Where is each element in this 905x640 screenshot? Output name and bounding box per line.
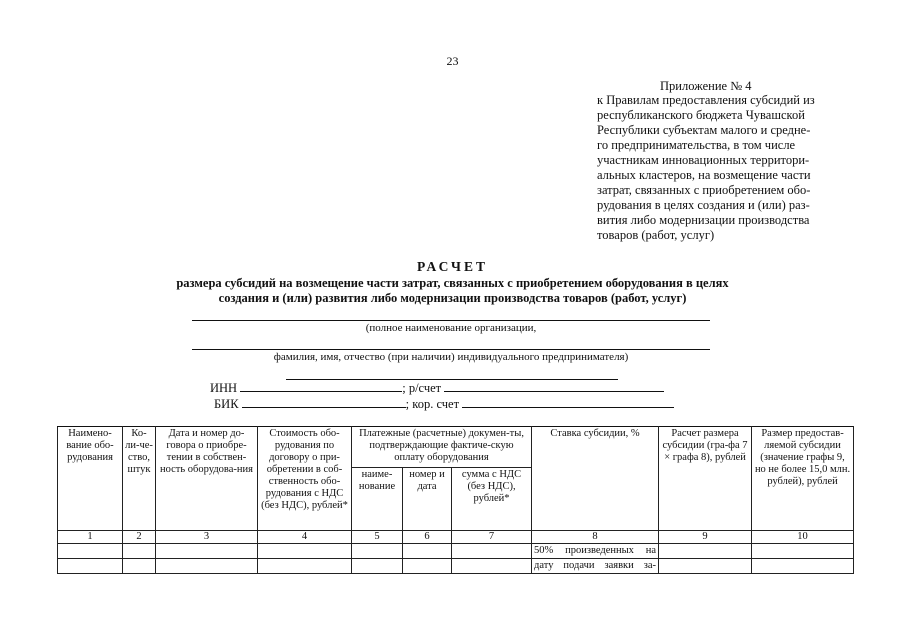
appendix-line: участникам инновационных территори- xyxy=(597,153,810,167)
appendix-line: товаров (работ, услуг) xyxy=(597,228,715,242)
appendix-line: го предпринимательства, в том числе xyxy=(597,138,796,152)
table-cell[interactable] xyxy=(403,559,452,574)
table-cell[interactable] xyxy=(452,544,532,559)
inn-row xyxy=(210,381,664,396)
col-num: 10 xyxy=(752,531,854,544)
bik-row xyxy=(214,397,674,412)
appendix-line: вития либо модернизации производства xyxy=(597,213,810,227)
appendix-line: затрат, связанных с приобретением обо- xyxy=(597,183,811,197)
table-cell[interactable] xyxy=(258,559,352,574)
inn-field[interactable] xyxy=(240,381,402,392)
col-num: 3 xyxy=(156,531,258,544)
header-doc-name: наиме-нование xyxy=(352,468,403,531)
col-num: 9 xyxy=(659,531,752,544)
table-cell[interactable] xyxy=(452,559,532,574)
org-name-caption: (полное наименование организации, xyxy=(365,322,537,334)
subsidy-table xyxy=(57,426,854,574)
header-subsidy-amount: Размер предостав-ляемой субсидии (значение графы 9, но не более 15,0 млн. рублей), рублей xyxy=(752,427,854,531)
table-cell[interactable] xyxy=(58,559,123,574)
table-row xyxy=(58,559,854,574)
col-num: 6 xyxy=(403,531,452,544)
bik-field[interactable] xyxy=(242,397,406,408)
ks-label: ; кор. счет xyxy=(405,397,460,411)
table-cell[interactable] xyxy=(403,544,452,559)
fio-caption: фамилия, имя, отчество (при наличии) индивидуального предпринимателя) xyxy=(273,351,629,363)
ks-field[interactable] xyxy=(462,397,674,408)
appendix-line: к Правилам предоставления субсидий из xyxy=(597,93,815,107)
appendix-line: рудования в целях создания и (или) раз- xyxy=(597,198,810,212)
col-num: 8 xyxy=(532,531,659,544)
table-row xyxy=(58,544,854,559)
col-num: 5 xyxy=(352,531,403,544)
appendix-line: альных кластеров, на возмещение части xyxy=(597,168,811,182)
col-num: 7 xyxy=(452,531,532,544)
header-calculation: Расчет размера субсидии (гра-фа 7 × графа 8), рублей xyxy=(659,427,752,531)
header-payments-group: Платежные (расчетные) докумен-ты, подтверждающие фактиче-скую оплату оборудования xyxy=(352,427,532,468)
table-cell[interactable] xyxy=(123,544,156,559)
appendix-line: Республики субъектам малого и средне- xyxy=(597,123,811,137)
rate-cell-line: 50% произведенных на xyxy=(532,544,659,559)
table-cell[interactable] xyxy=(123,559,156,574)
table-cell[interactable] xyxy=(659,544,752,559)
table-cell[interactable] xyxy=(156,544,258,559)
appendix-title: Приложение № 4 xyxy=(660,79,752,93)
table-cell[interactable] xyxy=(58,544,123,559)
table-cell[interactable] xyxy=(258,544,352,559)
header-cost: Стоимость обо-рудования по договору о при-обретении в соб-ственность обо-рудования с НДС (без НДС), рублей* xyxy=(258,427,352,531)
header-row xyxy=(58,427,854,468)
header-doc-number-date: номер и дата xyxy=(403,468,452,531)
header-equipment-name: Наимено-вание обо-рудования xyxy=(58,427,123,531)
table-cell[interactable] xyxy=(352,544,403,559)
header-rate: Ставка субсидии, % xyxy=(532,427,659,531)
appendix-line: республиканского бюджета Чувашской xyxy=(597,108,805,122)
subtitle-line: размера субсидий на возмещение части затрат, связанных с приобретением оборудования в целях xyxy=(176,276,729,290)
header-doc-sum: сумма с НДС (без НДС), рублей* xyxy=(452,468,532,531)
table-cell[interactable] xyxy=(156,559,258,574)
table-cell[interactable] xyxy=(352,559,403,574)
table-cell[interactable] xyxy=(659,559,752,574)
header-contract: Дата и номер до-говора о приобре-тении в собствен-ность оборудова-ния xyxy=(156,427,258,531)
table-cell[interactable] xyxy=(752,559,854,574)
appendix-body xyxy=(597,93,846,243)
col-num: 2 xyxy=(123,531,156,544)
rs-label: ; р/счет xyxy=(402,381,442,395)
rate-cell-line: дату подачи заявки за- xyxy=(532,559,659,574)
subtitle-line: создания и (или) развития либо модернизации производства товаров (работ, услуг) xyxy=(218,291,687,305)
table-cell[interactable] xyxy=(752,544,854,559)
column-numbers-row xyxy=(58,531,854,544)
extra-line[interactable] xyxy=(286,379,618,380)
fio-line[interactable] xyxy=(192,349,710,350)
document-title: РАСЧЕТ xyxy=(417,259,488,274)
col-num: 4 xyxy=(258,531,352,544)
rs-field[interactable] xyxy=(444,381,664,392)
document-subtitle xyxy=(100,276,805,306)
header-quantity: Ко-ли-че-ство, штук xyxy=(123,427,156,531)
col-num: 1 xyxy=(58,531,123,544)
bik-label: БИК xyxy=(214,397,239,411)
page-number: 23 xyxy=(446,54,459,68)
inn-label: ИНН xyxy=(210,381,238,395)
org-name-line[interactable] xyxy=(192,320,710,321)
